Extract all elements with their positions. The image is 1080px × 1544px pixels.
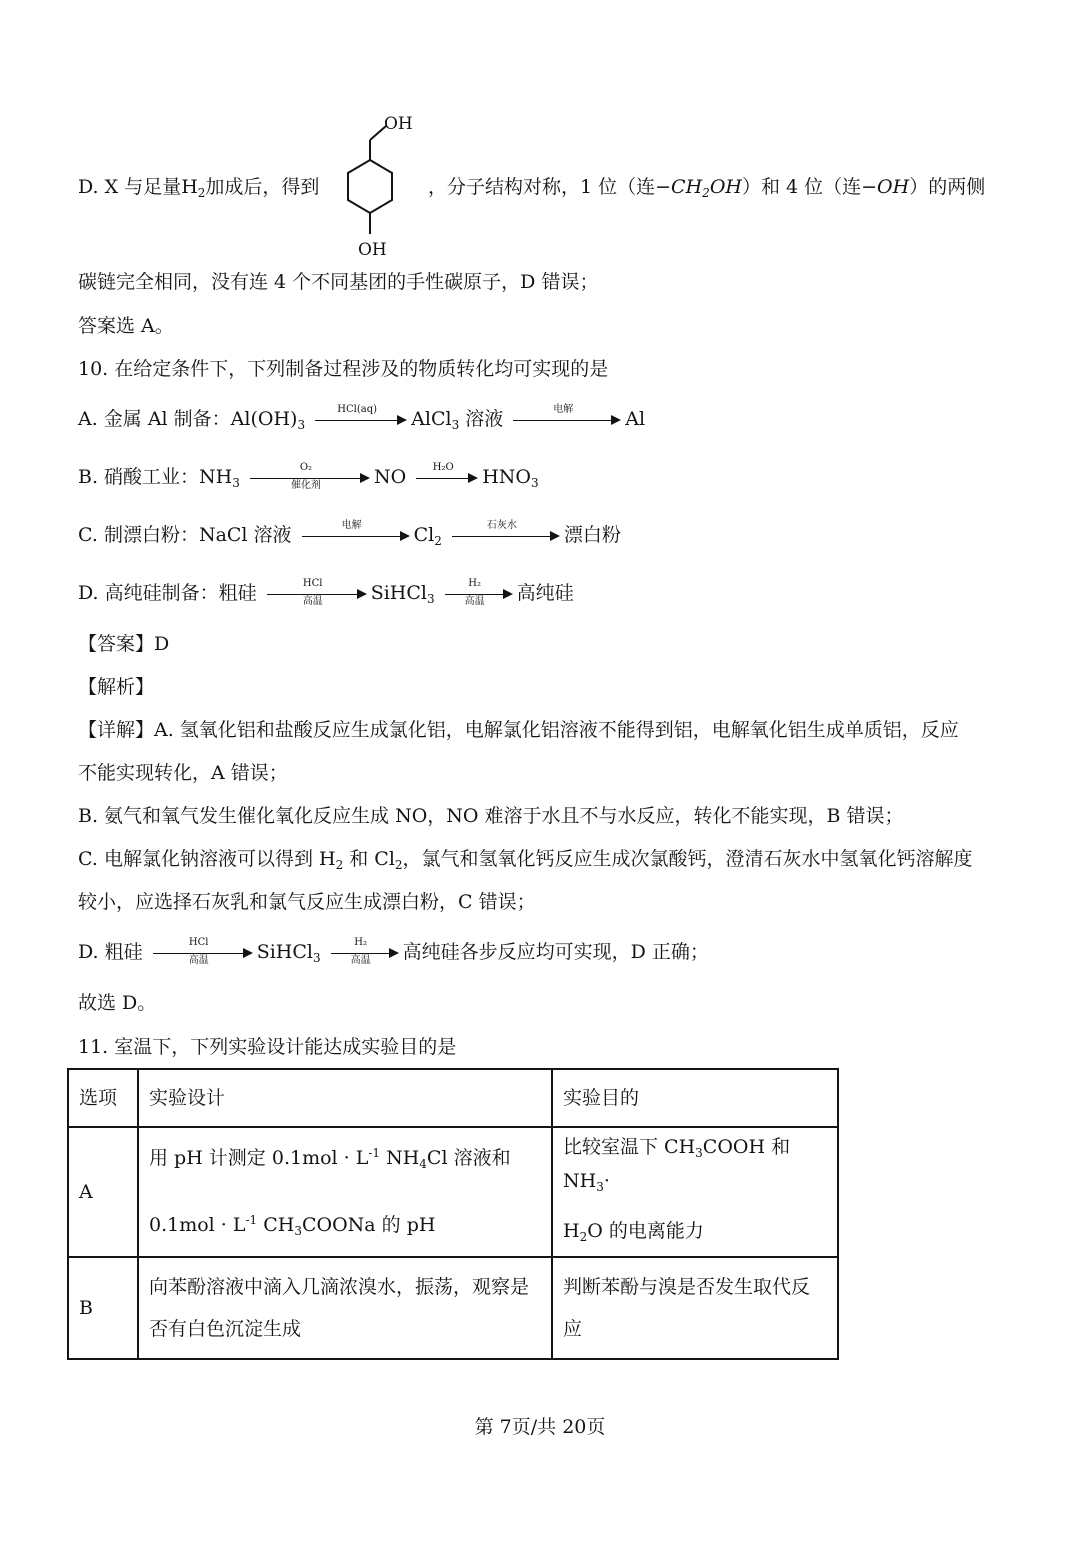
row-a-purpose-1a: 比较室温下 CH: [563, 1136, 696, 1158]
q10d-end: 高纯硅: [516, 582, 574, 604]
detail4-c: ，氯气和氢氧化钙反应生成次氯酸钙，澄清石灰水中氢氧化钙溶解度: [402, 848, 973, 870]
q10-option-b: [78, 463, 539, 497]
table-header-purpose: 实验目的: [552, 1069, 838, 1127]
row-a-purpose-1c: ·: [603, 1170, 610, 1192]
row-a-purpose-1b: COOH 和 NH: [563, 1136, 791, 1192]
row-a-purpose: [552, 1127, 838, 1257]
row-a-design-2a: 0.1mol · L: [149, 1214, 246, 1236]
q9-option-d-line2: 碳链完全相同，没有连 4 个不同基团的手性碳原子，D 错误；: [78, 271, 599, 293]
detail6-mid: SiHCl: [256, 941, 313, 963]
detail-line-7: 故选 D。: [78, 992, 157, 1014]
arrow-top-label: 电解: [553, 404, 574, 415]
q10c-sub1: 2: [434, 534, 442, 548]
row-b-purpose-1: 判断苯酚与溴是否发生取代反: [563, 1276, 811, 1298]
row-a-design-2b: CH: [257, 1214, 295, 1236]
row-a-design-1a: 用 pH 计测定 0.1mol · L: [149, 1147, 369, 1169]
q10b-prefix: B. 硝酸工业：NH: [78, 466, 233, 488]
detail-line-2: 不能实现转化，A 错误；: [78, 762, 288, 784]
q10a-sub2: 3: [451, 418, 460, 432]
reaction-arrow: [331, 939, 399, 967]
row-a-design-1c: Cl 溶液和: [426, 1147, 511, 1169]
detail4-a: C. 电解氯化钠溶液可以得到 H: [78, 848, 336, 870]
detail6-prefix: D. 粗硅: [78, 941, 143, 963]
oh-group: −OH: [861, 176, 910, 198]
q10a-sub1: 3: [297, 418, 306, 432]
q10d-mid: SiHCl: [370, 582, 427, 604]
arrow-top-label: HCl(aq): [337, 404, 378, 415]
detail6-end: 高纯硅各步反应均可实现，D 正确；: [402, 941, 709, 963]
row-a-purpose-2b: O 的电离能力: [587, 1220, 704, 1242]
q10b-sub2: 3: [530, 476, 539, 490]
reaction-arrow: [267, 580, 367, 608]
arrow-top-label: HCl: [188, 937, 209, 948]
q10-option-d: [78, 579, 574, 613]
q9d-text-a: D. X 与足量: [78, 176, 182, 198]
table-header-design: 实验设计: [138, 1069, 552, 1127]
arrow-top-label: H₂: [354, 937, 368, 948]
row-a-design-2-sup: -1: [245, 1213, 258, 1227]
row-a-design-1b: NH: [380, 1147, 420, 1169]
table-row: [68, 1257, 838, 1359]
arrow-top-label: H₂: [468, 578, 482, 589]
q10a-end: Al: [625, 408, 646, 430]
reaction-arrow: [513, 406, 621, 434]
row-a-purpose-1-sub2: 3: [596, 1180, 604, 1194]
arrow-bottom-label: 高温: [464, 596, 485, 607]
row-a-design-2-sub: 3: [294, 1224, 302, 1238]
h2-formula: H: [181, 176, 198, 198]
q10c-mid: Cl: [413, 524, 435, 546]
reaction-arrow: [153, 939, 253, 967]
row-a-design-2c: COONa 的 pH: [301, 1214, 436, 1236]
row-a-design-1-sub: 4: [419, 1157, 427, 1171]
q10b-sub1: 3: [232, 476, 240, 490]
q10b-end: HNO: [482, 466, 531, 488]
q9-answer: 答案选 A。: [78, 315, 174, 337]
arrow-top-label: O₂: [299, 462, 313, 473]
arrow-bottom-label: 高温: [302, 596, 323, 607]
arrow-bottom-label: 高温: [188, 955, 209, 966]
q10d-sub1: 3: [426, 592, 435, 606]
q10-stem: 10. 在给定条件下，下列制备过程涉及的物质转化均可实现的是: [78, 358, 609, 380]
row-b-design-1: 向苯酚溶液中滴入几滴浓溴水，振荡，观察是: [149, 1276, 530, 1298]
detail4-sub1: 2: [335, 858, 344, 872]
arrow-top-label: H₂O: [432, 462, 454, 473]
detail-line-6: [78, 938, 709, 972]
row-a-purpose-2-sub: 2: [579, 1230, 588, 1244]
reaction-arrow: [250, 464, 370, 492]
q10a-prefix: A. 金属 Al 制备：Al(OH): [78, 408, 298, 430]
reaction-arrow: [445, 580, 513, 608]
reaction-arrow: [452, 522, 560, 550]
q10c-prefix: C. 制漂白粉：NaCl 溶液: [78, 524, 292, 546]
arrow-top-label: 石灰水: [486, 520, 517, 531]
h2-subscript: 2: [197, 186, 206, 200]
ch2oh-subscript: 2: [702, 186, 710, 200]
answer-label: 【答案】D: [78, 633, 170, 655]
row-b-purpose-2: 应: [563, 1318, 583, 1340]
q9d-text-mid2: ）和 4 位（连: [741, 176, 862, 198]
q9d-text-b: 加成后，得到: [205, 176, 320, 198]
q10-option-c: [78, 521, 621, 555]
detail-line-4: [78, 845, 973, 879]
table-header-row: [68, 1069, 838, 1127]
q10a-mid2: 溶液: [459, 408, 504, 430]
q10b-mid: NO: [373, 466, 407, 488]
arrow-bottom-label: 高温: [350, 955, 371, 966]
ch2oh-group-a: −CH: [655, 176, 703, 198]
arrow-bottom-label: 催化剂: [290, 480, 321, 491]
reaction-arrow: [315, 406, 407, 434]
q9-option-d-line1: [78, 173, 319, 207]
detail4-sub2: 2: [394, 858, 403, 872]
q10a-mid: AlCl: [411, 408, 452, 430]
q11-stem: 11. 室温下，下列实验设计能达成实验目的是: [78, 1036, 457, 1058]
structure-bottom-oh: OH: [358, 240, 387, 260]
reaction-arrow: [416, 464, 478, 492]
row-a-purpose-1-sub: 3: [695, 1146, 703, 1160]
detail4-b: 和 Cl: [343, 848, 395, 870]
q10-option-a: [78, 405, 645, 439]
reaction-arrow: [302, 522, 410, 550]
arrow-top-label: 电解: [341, 520, 362, 531]
arrow-top-label: HCl: [302, 578, 323, 589]
row-a-design-1-sup: -1: [368, 1146, 381, 1160]
structure-top-oh: OH: [384, 114, 413, 134]
q9d-text-mid: ，分子结构对称，1 位（连: [428, 176, 656, 198]
q10d-prefix: D. 高纯硅制备：粗硅: [78, 582, 257, 604]
q9d-text-tail: ）的两侧: [909, 176, 986, 198]
row-b-purpose: [552, 1257, 838, 1359]
row-a-purpose-2a: H: [563, 1220, 580, 1242]
row-b-option: B: [68, 1257, 138, 1359]
ch2oh-group-b: OH: [709, 176, 742, 198]
row-a-design: [138, 1127, 552, 1257]
table-row: [68, 1127, 838, 1257]
detail6-sub: 3: [312, 951, 321, 965]
table-header-option: 选项: [68, 1069, 138, 1127]
row-b-design-2: 否有白色沉淀生成: [149, 1318, 302, 1340]
analysis-label: 【解析】: [78, 676, 155, 698]
detail-line-5: 较小，应选择石灰乳和氯气反应生成漂白粉，C 错误；: [78, 891, 536, 913]
q9-option-d-line1-rest: [428, 173, 985, 207]
detail-line-1: 【详解】A. 氢氧化铝和盐酸反应生成氯化铝，电解氯化铝溶液不能得到铝，电解氧化铝生成单质铝，反应: [78, 719, 959, 741]
page-footer: 第 7页/共 20页: [474, 1416, 606, 1438]
row-b-design: [138, 1257, 552, 1359]
q10c-end: 漂白粉: [563, 524, 621, 546]
row-a-option: A: [68, 1127, 138, 1257]
detail-line-3: B. 氨气和氧气发生催化氧化反应生成 NO，NO 难溶于水且不与水反应，转化不能实现，B 错误；: [78, 805, 904, 827]
experiment-table: [67, 1068, 839, 1360]
